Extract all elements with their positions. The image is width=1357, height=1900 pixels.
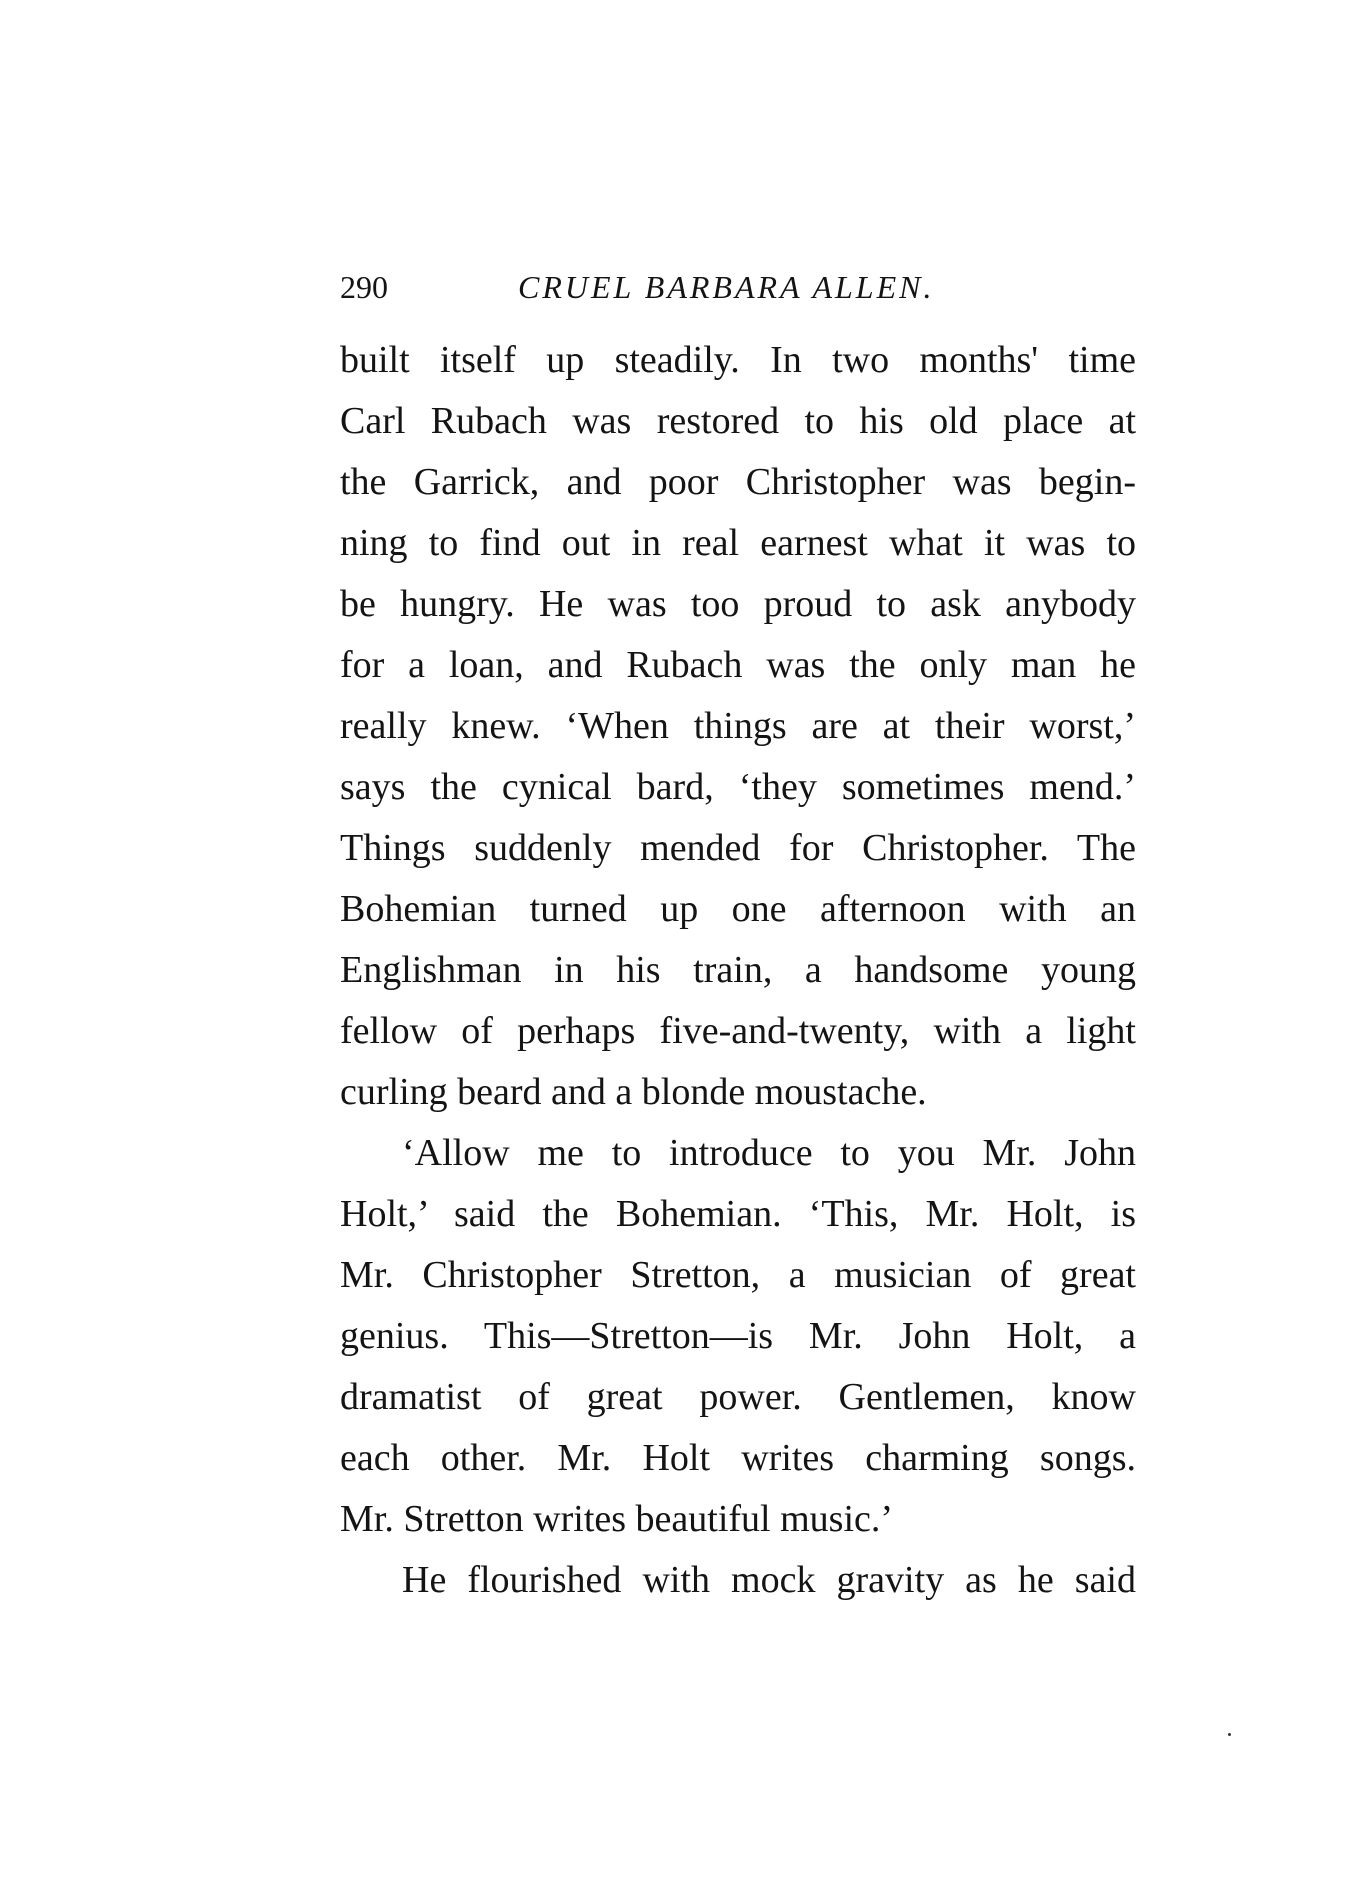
text-line: be hungry. He was too proud to ask anybody xyxy=(340,583,1136,625)
page-header xyxy=(340,262,1140,312)
ink-speck xyxy=(1228,1733,1231,1736)
text-line: Bohemian turned up one afternoon with an xyxy=(340,888,1136,930)
running-title: CRUEL BARBARA ALLEN. xyxy=(518,269,935,305)
text-line: Things suddenly mended for Christopher. The xyxy=(340,827,1136,869)
text-line: built itself up steadily. In two months' time xyxy=(340,339,1136,381)
text-line: for a loan, and Rubach was the only man he xyxy=(340,644,1136,686)
text-line: really knew. ‘When things are at their worst,’ xyxy=(340,705,1136,747)
text-line: Mr. Christopher Stretton, a musician of great xyxy=(340,1254,1136,1296)
text-line: fellow of perhaps five-and-twenty, with a light xyxy=(340,1010,1136,1052)
text-line: He flourished with mock gravity as he said xyxy=(402,1559,1136,1601)
body-text xyxy=(340,330,1136,1611)
text-line: Carl Rubach was restored to his old place at xyxy=(340,400,1136,442)
text-line: ‘Allow me to introduce to you Mr. John xyxy=(402,1132,1136,1174)
text-line: curling beard and a blonde moustache. xyxy=(340,1071,927,1113)
page-number: 290 xyxy=(340,269,388,305)
text-line: Mr. Stretton writes beautiful music.’ xyxy=(340,1498,894,1540)
text-line: Englishman in his train, a handsome young xyxy=(340,949,1136,991)
text-line: ning to find out in real earnest what it was to xyxy=(340,522,1136,564)
text-line: says the cynical bard, ‘they sometimes mend.’ xyxy=(340,766,1136,808)
text-line: dramatist of great power. Gentlemen, know xyxy=(340,1376,1136,1418)
text-line: genius. This—Stretton—is Mr. John Holt, a xyxy=(340,1315,1136,1357)
text-line: each other. Mr. Holt writes charming songs. xyxy=(340,1437,1136,1479)
text-line: the Garrick, and poor Christopher was begin- xyxy=(340,461,1136,503)
text-line: Holt,’ said the Bohemian. ‘This, Mr. Holt, is xyxy=(340,1193,1136,1235)
